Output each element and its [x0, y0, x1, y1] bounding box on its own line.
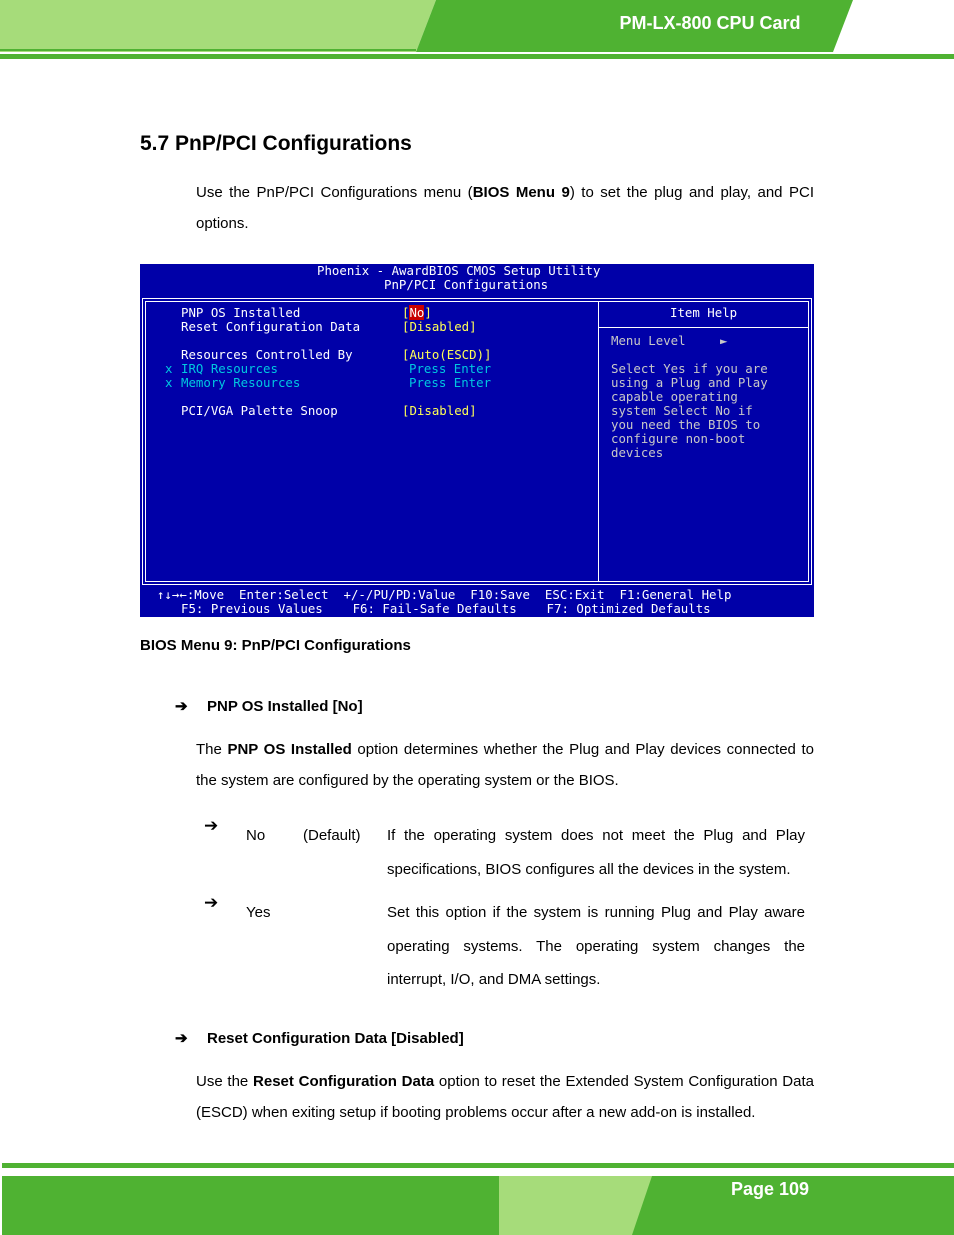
bios-help-text: using a Plug and Play: [611, 375, 768, 390]
pnp-os-description: The PNP OS Installed option determines whether the Plug and Play devices connected to the system are configured by the operating system or the BIOS.: [196, 741, 815, 789]
option-description-yes: Set this option if the system is running Plug and Play aware operating systems. The operating system changes the interrupt, I/O, and DMA settings.: [387, 904, 805, 988]
bios-item-resources[interactable]: Resources Controlled By: [181, 347, 353, 362]
bios-item-palette-snoop[interactable]: PCI/VGA Palette Snoop: [181, 403, 338, 418]
bios-value-irq: Press Enter: [409, 361, 492, 376]
arrow-right-icon: ➔: [204, 893, 219, 912]
bios-value-reset-config[interactable]: [Disabled]: [402, 319, 477, 334]
bios-menu-level: Menu Level: [611, 333, 686, 348]
bios-help-text: configure non-boot: [611, 431, 746, 446]
bios-item-memory: Memory Resources: [181, 375, 301, 390]
header-rule: [0, 54, 954, 59]
bios-value-palette-snoop[interactable]: [Disabled]: [402, 403, 477, 418]
bios-help-divider: [599, 327, 808, 328]
intro-paragraph: Use the PnP/PCI Configurations menu (BIOS Menu 9) to set the plug and play, and PCI options.: [196, 184, 814, 232]
arrow-right-icon: ➔: [175, 1030, 188, 1047]
bios-item-irq: IRQ Resources: [181, 361, 278, 376]
bios-disabled-marker: x: [165, 375, 173, 390]
bios-screen: [140, 264, 814, 617]
bios-item-pnp-os[interactable]: PNP OS Installed: [181, 305, 301, 320]
bios-value-resources[interactable]: [Auto(ESCD)]: [402, 347, 492, 362]
bios-divider: [598, 301, 599, 582]
bios-help-text: devices: [611, 445, 664, 460]
menu-level-arrow-icon: ►: [720, 333, 728, 348]
figure-caption: BIOS Menu 9: PnP/PCI Configurations: [140, 637, 411, 654]
bios-help-text: system Select No if: [611, 403, 753, 418]
option-name-no: No: [246, 827, 266, 844]
document-title: PM-LX-800 CPU Card: [619, 13, 801, 33]
section-title: 5.7 PnP/PCI Configurations: [140, 132, 412, 155]
bios-disabled-marker: x: [165, 361, 173, 376]
bios-subtitle: PnP/PCI Configurations: [384, 277, 549, 292]
footer-rule: [2, 1163, 954, 1168]
option-name-yes: Yes: [246, 904, 271, 921]
bios-help-text: Select Yes if you are: [611, 361, 768, 376]
bios-help-text: capable operating: [611, 389, 738, 404]
bios-help-title: Item Help: [670, 305, 738, 320]
option-default-marker: (Default): [303, 827, 361, 844]
bios-item-reset-config[interactable]: Reset Configuration Data: [181, 319, 361, 334]
bios-help-text: you need the BIOS to: [611, 417, 761, 432]
option-description-no: If the operating system does not meet the Plug and Play specifications, BIOS configures all the devices in the system.: [387, 827, 805, 878]
option-heading-reset-config: ➔ Reset Configuration Data [Disabled]: [175, 1030, 464, 1047]
bios-title: Phoenix - AwardBIOS CMOS Setup Utility: [317, 263, 601, 278]
bios-key-legend: ↑↓→←:Move Enter:Select +/-/PU/PD:Value F10:Save ESC:Exit F1:General Help: [157, 587, 732, 602]
reset-config-description: Use the Reset Configuration Data option to reset the Extended System Configuration Data (ESCD) when exiting setup if booting problems occur after a new add-on is installed.: [196, 1073, 814, 1121]
bios-value-pnp-os[interactable]: [No]: [402, 305, 432, 320]
option-heading-pnp-os: ➔ PNP OS Installed [No]: [175, 698, 363, 715]
bios-key-legend: F5: Previous Values F6: Fail-Safe Defaults F7: Optimized Defaults: [181, 601, 711, 616]
bios-value-memory: Press Enter: [409, 375, 492, 390]
page-number: Page 109: [730, 1179, 810, 1199]
arrow-right-icon: ➔: [204, 816, 219, 835]
arrow-right-icon: ➔: [175, 698, 188, 715]
